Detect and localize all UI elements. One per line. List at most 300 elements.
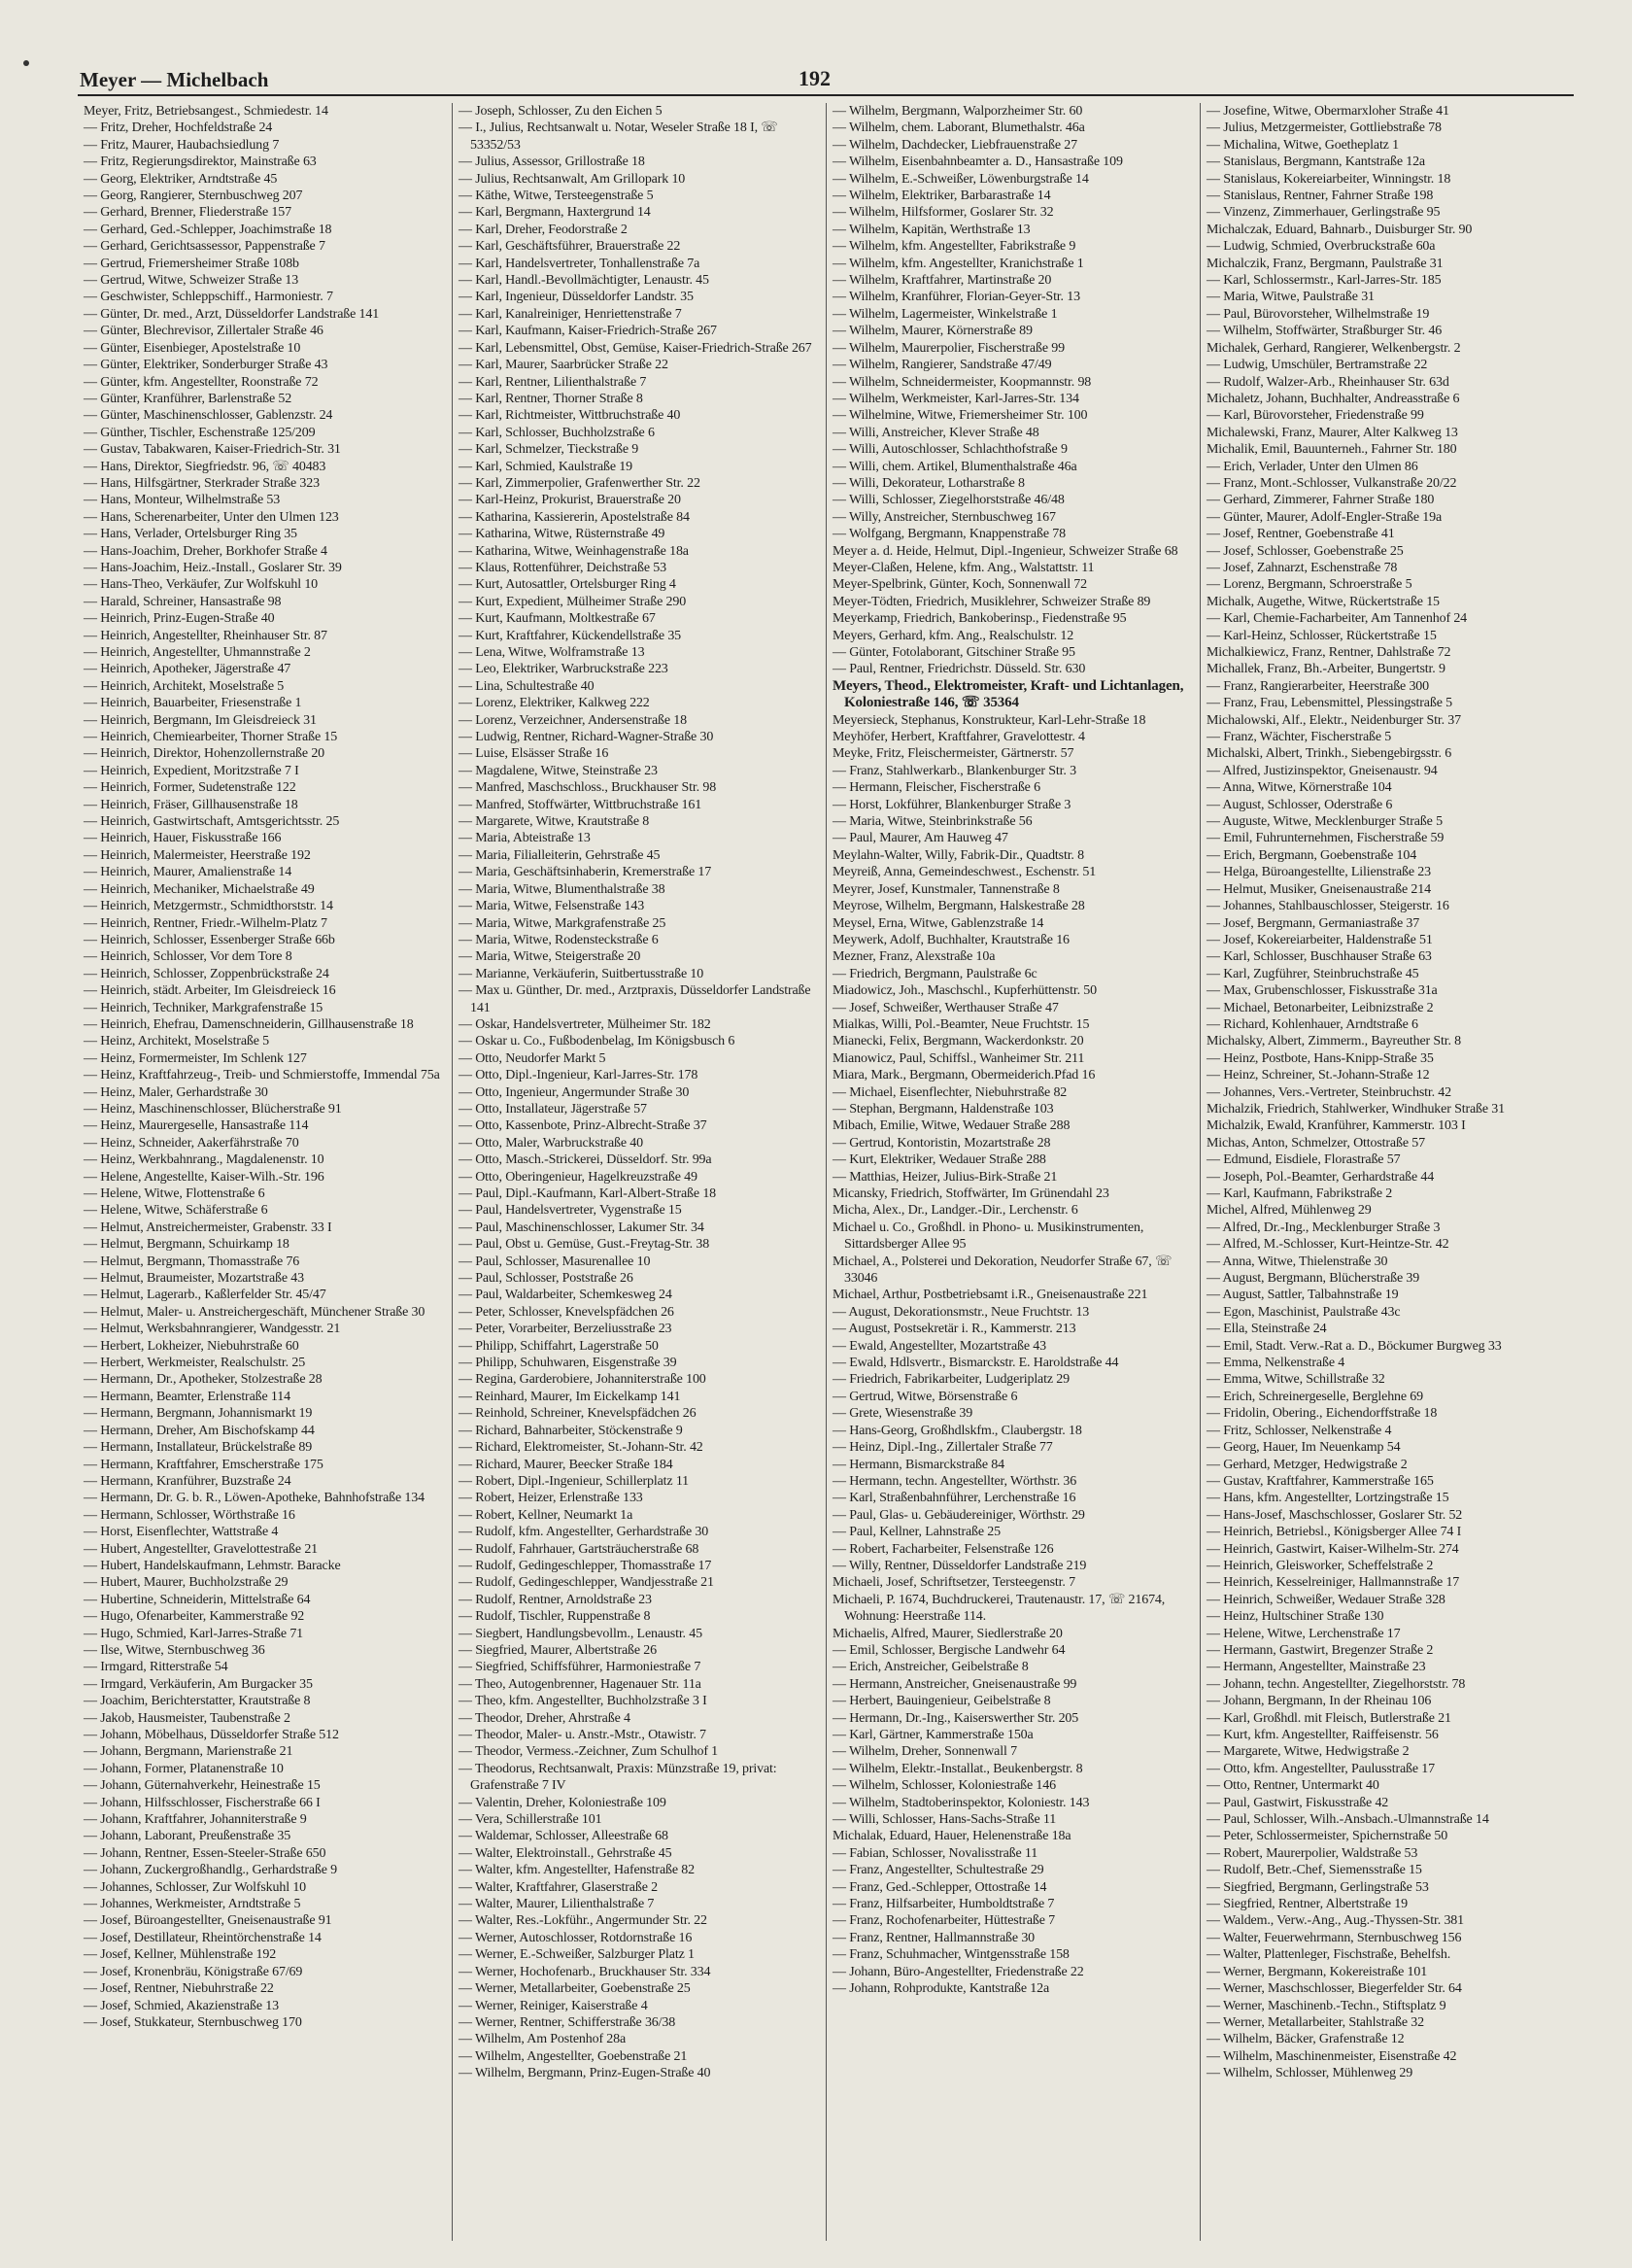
directory-entry: — Matthias, Heizer, Julius-Birk-Straße 21 [833,1169,1058,1185]
directory-entry: — Helmut, Musiker, Gneisenaustraße 214 [1207,881,1431,897]
directory-entry: — August, Bergmann, Blücherstraße 39 [1207,1271,1420,1287]
directory-entry: — Heinz, Maurergeselle, Hansastraße 114 [84,1118,309,1134]
directory-entry: — Regina, Garderobiere, Johanniterstraße 100 [459,1372,706,1388]
directory-entry: — Katharina, Witwe, Weinhagenstraße 18a [459,543,689,559]
directory-entry: — Wilhelm, Werkmeister, Karl-Jarres-Str. 134 [833,391,1079,406]
directory-entry: — August, Dekorationsmstr., Neue Fruchtstr. 13 [833,1304,1090,1320]
directory-entry: — Richard, Elektromeister, St.-Johann-Str. 42 [459,1440,703,1456]
directory-entry: — Günter, Fotolaborant, Gitschiner Straße 95 [833,645,1075,660]
directory-entry: — Johann, techn. Angestellter, Ziegelhorststr. 78 [1207,1676,1466,1692]
directory-entry: — Hans, Monteur, Wilhelmstraße 53 [84,493,281,508]
directory-entry: — Helene, Witwe, Lerchenstraße 17 [1207,1626,1401,1641]
directory-entry: — Fritz, Regierungsdirektor, Mainstraße 63 [84,155,317,170]
directory-entry: — Willy, Anstreicher, Sternbuschweg 167 [833,509,1056,525]
directory-entry: — Hermann, Bergmann, Johannismarkt 19 [84,1406,313,1422]
directory-entry: — Karl, Kanalreiniger, Henriettenstraße 7 [459,306,682,322]
directory-entry: — Herbert, Werkmeister, Realschulstr. 25 [84,1356,306,1371]
directory-entry: — Robert, Maurerpolier, Waldstraße 53 [1207,1845,1418,1861]
directory-entry: — Kurt, Kaufmann, Moltkestraße 67 [459,611,656,627]
directory-entry: — Heinrich, Apotheker, Jägerstraße 47 [84,662,291,677]
directory-entry: — Heinrich, Rentner, Friedr.-Wilhelm-Platz 7 [84,915,327,931]
directory-entry: — Wilhelm, Am Postenhof 28a [459,2032,627,2047]
directory-entry: — Heinrich, Gastwirt, Kaiser-Wilhelm-Str. 274 [1207,1541,1459,1557]
directory-entry: — Heinrich, Kesselreiniger, Hallmannstraße 17 [1207,1575,1460,1591]
directory-entry: — Gerhard, Zimmerer, Fahrner Straße 180 [1207,493,1435,508]
directory-entry: — Werner, Metallarbeiter, Goebenstraße 25 [459,1981,691,1997]
directory-entry: — Hubertine, Schneiderin, Mittelstraße 64 [84,1592,311,1607]
directory-entry: — Rudolf, Betr.-Chef, Siemensstraße 15 [1207,1863,1422,1878]
directory-entry: — Robert, Facharbeiter, Felsenstraße 126 [833,1541,1054,1557]
directory-entry: — Hans, kfm. Angestellter, Lortzingstraße 15 [1207,1491,1449,1506]
directory-entry: Michalzik, Ewald, Kranführer, Kammerstr. 103 I [1207,1118,1466,1134]
directory-entry: — Kurt, Expedient, Mülheimer Straße 290 [459,594,687,609]
directory-entry: — Heinrich, Direktor, Hohenzollernstraße 20 [84,746,325,762]
directory-entry: Miara, Mark., Bergmann, Obermeiderich.Pfad 16 [833,1068,1096,1083]
directory-entry: — Ewald, Angestellter, Mozartstraße 43 [833,1338,1047,1354]
directory-entry: — Helmut, Lagerarb., Kaßlerfelder Str. 45/47 [84,1288,326,1303]
directory-entry: — Richard, Kohlenhauer, Arndtstraße 6 [1207,1016,1418,1032]
directory-entry: — Heinz, Werkbahnrang., Magdalenenstr. 10 [84,1152,324,1168]
directory-entry: — Paul, Schlosser, Wilh.-Ansbach.-Ulmannstraße 14 [1207,1812,1489,1828]
directory-entry: — Stanislaus, Bergmann, Kantstraße 12a [1207,155,1425,170]
directory-entry: — Heinz, Architekt, Moselstraße 5 [84,1034,270,1049]
directory-entry: — Heinrich, Schlosser, Essenberger Straße 66b [84,932,335,947]
directory-entry: — Ludwig, Schmied, Overbruckstraße 60a [1207,239,1436,255]
directory-entry: — Gerhard, Brenner, Fliederstraße 157 [84,205,291,221]
directory-entry: — Willi, chem. Artikel, Blumenthalstraße 46a [833,459,1077,474]
directory-entry: — Theodor, Dreher, Ahrstraße 4 [459,1710,630,1726]
directory-entry: — Hans, Scherenarbeiter, Unter den Ulmen 123 [84,509,339,525]
directory-columns [78,103,1574,2241]
directory-entry: Meylahn-Walter, Willy, Fabrik-Dir., Quadtstr. 8 [833,847,1084,863]
directory-entry: — Otto, Ingenieur, Angermunder Straße 30 [459,1084,690,1100]
directory-entry: — Wilhelm, Dachdecker, Liebfrauenstraße 27 [833,137,1077,153]
directory-entry: — Hans-Joachim, Heiz.-Install., Goslarer Str. 39 [84,560,342,575]
directory-entry: — Johann, Hilfsschlosser, Fischerstraße 66 I [84,1795,321,1810]
directory-entry: — Hermann, Anstreicher, Gneisenaustraße 99 [833,1676,1077,1692]
directory-entry: — August, Schlosser, Oderstraße 6 [1207,797,1393,812]
directory-entry: — Robert, Kellner, Neumarkt 1a [459,1507,633,1523]
directory-entry: — Josef, Zahnarzt, Eschenstraße 78 [1207,560,1398,575]
directory-entry: Mialkas, Willi, Pol.-Beamter, Neue Fruchtstr. 15 [833,1016,1090,1032]
directory-entry: — Karl, Chemie-Facharbeiter, Am Tannenhof 24 [1207,611,1468,627]
directory-entry: — Wilhelm, Maschinenmeister, Eisenstraße 42 [1207,2048,1457,2064]
directory-entry: — Julius, Rechtsanwalt, Am Grillopark 10 [459,171,686,187]
directory-entry: — Hermann, Dreher, Am Bischofskamp 44 [84,1423,315,1438]
directory-entry: — Paul, Schlosser, Masurenallee 10 [459,1254,651,1269]
directory-entry: — Siegfried, Schiffsführer, Harmoniestraße 7 [459,1660,701,1675]
directory-entry: — Karl, Großhdl. mit Fleisch, Butlerstraße 21 [1207,1710,1451,1726]
directory-entry: — Fritz, Maurer, Haubachsiedlung 7 [84,137,280,153]
directory-entry: — Paul, Dipl.-Kaufmann, Karl-Albert-Straße 18 [459,1186,717,1201]
directory-entry: — Horst, Lokführer, Blankenburger Straße 3 [833,797,1071,812]
directory-entry: — Herbert, Bauingenieur, Geibelstraße 8 [833,1694,1051,1709]
column-3 [826,103,1200,2241]
directory-entry: — Johann, Kraftfahrer, Johanniterstraße 9 [84,1812,307,1828]
directory-entry: — Otto, Rentner, Untermarkt 40 [1207,1778,1379,1794]
directory-entry: — Heinz, Schreiner, St.-Johann-Straße 12 [1207,1068,1430,1083]
directory-entry: — Heinz, Schneider, Aakerfährstraße 70 [84,1135,299,1151]
directory-entry: — Werner, Rentner, Schifferstraße 36/38 [459,2014,676,2030]
directory-entry: — Günter, Dr. med., Arzt, Düsseldorfer Landstraße 141 [84,306,380,322]
directory-entry: — Heinrich, Schlosser, Zoppenbrückstraße 24 [84,966,329,981]
directory-entry: — Karl, Kaufmann, Fabrikstraße 2 [1207,1186,1393,1201]
directory-entry: — Wilhelm, kfm. Angestellter, Fabrikstraße 9 [833,239,1076,255]
directory-entry: — Wilhelm, Maurer, Körnerstraße 89 [833,324,1033,339]
directory-entry: — Friedrich, Fabrikarbeiter, Ludgeriplatz 29 [833,1372,1070,1388]
directory-entry: Michalczak, Eduard, Bahnarb., Duisburger Str. 90 [1207,222,1473,237]
directory-entry: — Karl-Heinz, Schlosser, Rückertstraße 15 [1207,628,1437,643]
directory-entry: — Wilhelm, Rangierer, Sandstraße 47/49 [833,358,1052,373]
directory-entry: — Heinrich, Schlosser, Vor dem Tore 8 [84,949,292,965]
directory-entry: — Erich, Anstreicher, Geibelstraße 8 [833,1660,1029,1675]
directory-entry: — Paul, Maschinenschlosser, Lakumer Str. 34 [459,1220,704,1235]
directory-entry: Michael, Arthur, Postbetriebsamt i.R., Gneisenaustraße 221 [833,1288,1148,1303]
directory-entry: Michalewski, Franz, Maurer, Alter Kalkweg 13 [1207,425,1458,440]
directory-entry: — Paul, Rentner, Friedrichstr. Düsseld. Str. 630 [833,662,1086,677]
directory-entry: — Josef, Stukkateur, Sternbuschweg 170 [84,2014,302,2030]
directory-entry: — Werner, Maschinenb.-Techn., Stiftsplatz 9 [1207,1998,1446,2013]
directory-entry: — Stanislaus, Kokereiarbeiter, Winningstr. 18 [1207,171,1451,187]
directory-entry: — Wilhelm, kfm. Angestellter, Kranichstraße 1 [833,256,1084,271]
column-4 [1200,103,1574,2241]
directory-entry: Michaeli, P. 1674, Buchdruckerei, Trautenaustr. 17, ☏ 21674, Wohnung: Heerstraße 114. [833,1592,1166,1625]
directory-entry: — Wilhelm, Maurerpolier, Fischerstraße 99 [833,340,1065,356]
directory-entry: — Hans, Hilfsgärtner, Sterkrader Straße 323 [84,475,320,491]
directory-entry: — Maria, Geschäftsinhaberin, Kremerstraße 17 [459,865,712,880]
directory-entry: — Josef, Kokereiarbeiter, Haldenstraße 51 [1207,932,1433,947]
directory-entry: — Friedrich, Bergmann, Paulstraße 6c [833,966,1037,981]
directory-entry: — Walter, Kraftfahrer, Glaserstraße 2 [459,1879,658,1895]
directory-entry: — Hubert, Maurer, Buchholzstraße 29 [84,1575,289,1591]
directory-entry: — Karl, Lebensmittel, Obst, Gemüse, Kaiser-Friedrich-Straße 267 [459,340,812,356]
directory-entry: — Josef, Schlosser, Goebenstraße 25 [1207,543,1404,559]
directory-entry: — Günter, kfm. Angestellter, Roonstraße 72 [84,374,319,390]
directory-entry: — Siegfried, Bergmann, Gerlingstraße 53 [1207,1879,1429,1895]
directory-entry: Michalsky, Albert, Zimmerm., Bayreuther Str. 8 [1207,1034,1462,1049]
directory-entry: — Werner, Maschschlosser, Biegerfelder Str. 64 [1207,1981,1462,1997]
directory-entry: — Kurt, Kraftfahrer, Kückendellstraße 35 [459,628,682,643]
directory-entry: — Theodor, Maler- u. Anstr.-Mstr., Otawistr. 7 [459,1728,706,1742]
directory-entry: — Waldem., Verw.-Ang., Aug.-Thyssen-Str. 381 [1207,1913,1464,1929]
directory-entry: — Hermann, Beamter, Erlenstraße 114 [84,1389,290,1404]
directory-entry: — Helene, Angestellte, Kaiser-Wilh.-Str. 196 [84,1169,324,1185]
directory-entry: — Josef, Kellner, Mühlenstraße 192 [84,1947,277,1963]
directory-entry: — Georg, Elektriker, Arndtstraße 45 [84,171,278,187]
directory-entry: — Walter, Maurer, Lilienthalstraße 7 [459,1897,655,1912]
directory-entry: — Horst, Eisenflechter, Wattstraße 4 [84,1525,279,1540]
directory-entry: — Peter, Vorarbeiter, Berzeliusstraße 23 [459,1322,672,1337]
directory-entry: — Michael, Eisenflechter, Niebuhrstraße 82 [833,1084,1068,1100]
directory-entry: — Werner, E.-Schweißer, Salzburger Platz 1 [459,1947,695,1963]
directory-entry: Michael, A., Polsterei und Dekoration, Neudorfer Straße 67, ☏ 33046 [833,1254,1173,1287]
directory-entry: — Irmgard, Verkäuferin, Am Burgacker 35 [84,1676,313,1692]
directory-entry: — Johann, Rentner, Essen-Steeler-Straße 650 [84,1845,326,1861]
directory-entry: — Hans, Verlader, Ortelsburger Ring 35 [84,527,297,542]
directory-entry: — Hermann, Fleischer, Fischerstraße 6 [833,780,1040,796]
directory-entry: — Lorenz, Bergmann, Schroerstraße 5 [1207,577,1412,593]
directory-entry: — Heinz, Postbote, Hans-Knipp-Straße 35 [1207,1050,1434,1066]
directory-entry: — Rudolf, Gedingeschlepper, Thomasstraße 17 [459,1558,712,1573]
directory-entry: — Helmut, Braumeister, Mozartstraße 43 [84,1271,305,1287]
directory-entry: — Franz, Frau, Lebensmittel, Plessingstraße 5 [1207,696,1452,711]
directory-entry: — Hermann, techn. Angestellter, Wörthstr. 36 [833,1473,1077,1489]
directory-entry: — Franz, Mont.-Schlosser, Vulkanstraße 20/22 [1207,475,1457,491]
directory-entry: — Otto, Installateur, Jägerstraße 57 [459,1101,647,1117]
directory-entry: — Heinrich, Techniker, Markgrafenstraße 15 [84,1000,323,1015]
directory-entry: — Heinrich, Bauarbeiter, Friesenstraße 1 [84,696,302,711]
directory-entry: — Heinz, Kraftfahrzeug-, Treib- und Schmierstoffe, Immendal 75a [84,1068,440,1083]
directory-entry: Michaelis, Alfred, Maurer, Siedlerstraße 20 [833,1626,1063,1641]
directory-entry: — Karl, Handl.-Bevollmächtigter, Lenaustr. 45 [459,273,709,289]
directory-entry: — Heinrich, Angestellter, Uhmannstraße 2 [84,645,311,660]
directory-entry: — Heinrich, Bergmann, Im Gleisdreieck 31 [84,712,317,728]
directory-entry: — Karl, Bürovorsteher, Friedenstraße 99 [1207,408,1424,424]
directory-entry: — Theo, kfm. Angestellter, Buchholzstraße 3 I [459,1694,707,1709]
directory-entry: Meyersieck, Stephanus, Konstrukteur, Karl-Lehr-Straße 18 [833,712,1146,728]
directory-entry: — Auguste, Witwe, Mecklenburger Straße 5 [1207,814,1443,830]
directory-entry: — Gustav, Tabakwaren, Kaiser-Friedrich-Str. 31 [84,442,341,458]
directory-entry: — Karl, Straßenbahnführer, Lerchenstraße 16 [833,1491,1076,1506]
directory-entry: Michael u. Co., Großhdl. in Phono- u. Musikinstrumenten, Sittardsberger Allee 95 [833,1220,1144,1253]
directory-entry: — Walter, Plattenleger, Fischstraße, Behelfsh. [1207,1947,1451,1963]
directory-entry: — Rudolf, Rentner, Arnoldstraße 23 [459,1592,652,1607]
directory-entry: — Franz, Hilfsarbeiter, Humboldtstraße 7 [833,1897,1055,1912]
directory-entry: — Richard, Maurer, Beecker Straße 184 [459,1457,673,1472]
directory-entry: — Karl, Schmelzer, Tieckstraße 9 [459,442,639,458]
directory-entry: — Johann, Möbelhaus, Düsseldorfer Straße 512 [84,1728,339,1742]
directory-entry: — Oskar, Handelsvertreter, Mülheimer Str. 182 [459,1016,711,1032]
directory-entry: — Johann, Bergmann, In der Rheinau 106 [1207,1694,1432,1709]
directory-entry: — Helene, Witwe, Flottenstraße 6 [84,1186,265,1201]
directory-entry: — Wilhelm, Bäcker, Grafenstraße 12 [1207,2032,1405,2047]
directory-entry: — Willi, Schlosser, Ziegelhorststraße 46/48 [833,493,1065,508]
directory-entry: — Johann, Former, Platanenstraße 10 [84,1761,284,1776]
directory-entry: — Wilhelm, Bergmann, Prinz-Eugen-Straße 40 [459,2066,711,2081]
directory-entry: — Max u. Günther, Dr. med., Arztpraxis, Düsseldorfer Landstraße 141 [459,983,811,1015]
directory-entry: — Günter, Eisenbieger, Apostelstraße 10 [84,340,301,356]
directory-entry: — Hermann, Dr.-Ing., Kaiserswerther Str. 205 [833,1710,1079,1726]
directory-entry: — Günter, Kranführer, Barlenstraße 52 [84,391,292,406]
directory-entry: — Gertrud, Kontoristin, Mozartstraße 28 [833,1135,1051,1151]
directory-entry: — Wilhelm, Angestellter, Goebenstraße 21 [459,2048,688,2064]
directory-entry: — Heinrich, Architekt, Moselstraße 5 [84,678,285,694]
directory-entry: — Rudolf, kfm. Angestellter, Gerhardstraße 30 [459,1525,709,1540]
directory-entry: — Heinrich, Chemiearbeiter, Thorner Straße 15 [84,730,338,745]
directory-entry: Meyhöfer, Herbert, Kraftfahrer, Gravelottestr. 4 [833,730,1085,745]
directory-entry: — Karl, Schlosser, Buschhauser Straße 63 [1207,949,1432,965]
directory-entry: — Gerhard, Ged.-Schlepper, Joachimstraße 18 [84,222,332,237]
directory-entry: — Alfred, M.-Schlosser, Kurt-Heintze-Str. 42 [1207,1237,1449,1253]
directory-entry: — Josef, Schweißer, Werthauser Straße 47 [833,1000,1059,1015]
directory-entry: — Karl, Maurer, Saarbrücker Straße 22 [459,358,668,373]
directory-entry: — Wilhelm, E.-Schweißer, Löwenburgstraße 14 [833,171,1089,187]
directory-entry: — Theodorus, Rechtsanwalt, Praxis: Münzstraße 19, privat: Grafenstraße 7 IV [459,1761,777,1794]
directory-entry: — Wilhelm, Bergmann, Walporzheimer Str. 60 [833,104,1083,119]
directory-entry: — Heinrich, Expedient, Moritzstraße 7 I [84,763,299,778]
directory-entry: Michallek, Franz, Bh.-Arbeiter, Bungertstr. 9 [1207,662,1445,677]
directory-entry: — Herbert, Lokheizer, Niebuhrstraße 60 [84,1338,299,1354]
directory-entry: — Wilhelmine, Witwe, Friemersheimer Str. 100 [833,408,1088,424]
directory-entry: Meyrose, Wilhelm, Bergmann, Halskestraße 28 [833,899,1085,914]
directory-entry: — Karl, Rentner, Lilienthalstraße 7 [459,374,647,390]
directory-entry: — Heinrich, Schweißer, Wedauer Straße 328 [1207,1592,1445,1607]
directory-entry: — Karl, Geschäftsführer, Brauerstraße 22 [459,239,681,255]
directory-entry: — Ewald, Hdlsvertr., Bismarckstr. E. Haroldstraße 44 [833,1356,1119,1371]
directory-entry: — Erich, Verlader, Unter den Ulmen 86 [1207,459,1418,474]
directory-entry: — Rudolf, Tischler, Ruppenstraße 8 [459,1609,651,1625]
directory-entry: Meyreiß, Anna, Gemeindeschwest., Eschenstr. 51 [833,865,1097,880]
directory-entry: Mezner, Franz, Alexstraße 10a [833,949,996,965]
directory-entry: — Karl, Bergmann, Haxtergrund 14 [459,205,651,221]
directory-entry: — Peter, Schlossermeister, Spichernstraße 50 [1207,1829,1448,1844]
directory-entry: — Josef, Rentner, Goebenstraße 41 [1207,527,1395,542]
directory-entry: — Paul, Waldarbeiter, Schemkesweg 24 [459,1288,672,1303]
directory-entry: — Paul, Schlosser, Poststraße 26 [459,1271,633,1287]
directory-entry: — Otto, kfm. Angestellter, Paulusstraße 17 [1207,1761,1435,1776]
directory-entry: — Erich, Bergmann, Goebenstraße 104 [1207,847,1417,863]
directory-entry: — Paul, Maurer, Am Hauweg 47 [833,831,1008,846]
directory-entry: — Harald, Schreiner, Hansastraße 98 [84,594,282,609]
directory-entry: — Michalina, Witwe, Goetheplatz 1 [1207,137,1399,153]
directory-entry: — Ludwig, Umschüler, Bertramstraße 22 [1207,358,1428,373]
directory-entry: — Heinrich, Maurer, Amalienstraße 14 [84,865,292,880]
directory-entry: Mibach, Emilie, Witwe, Wedauer Straße 288 [833,1118,1071,1134]
directory-entry: — Hugo, Ofenarbeiter, Kammerstraße 92 [84,1609,305,1625]
directory-entry: — Günter, Elektriker, Sonderburger Straße 43 [84,358,328,373]
directory-entry: — Josef, Kronenbräu, Königstraße 67/69 [84,1964,303,1979]
directory-entry: — Karl, Zimmerpolier, Grafenwerther Str. 22 [459,475,700,491]
directory-entry: — Johannes, Werkmeister, Arndtstraße 5 [84,1897,301,1912]
directory-entry: — Luise, Elsässer Straße 16 [459,746,609,762]
directory-entry: Meysel, Erna, Witwe, Gablenzstraße 14 [833,915,1044,931]
directory-entry: Michel, Alfred, Mühlenweg 29 [1207,1203,1372,1219]
directory-entry: — Heinrich, Fräser, Gillhausenstraße 18 [84,797,298,812]
directory-entry: Michalski, Albert, Trinkh., Siebengebirgsstr. 6 [1207,746,1452,762]
directory-entry: — Franz, Wächter, Fischerstraße 5 [1207,730,1392,745]
directory-entry: — Hans-Georg, Großhdlskfm., Claubergstr. 18 [833,1423,1082,1438]
margin-dot [23,60,29,66]
directory-entry: — Karl, Schlosser, Buchholzstraße 6 [459,425,655,440]
directory-entry: — Julius, Metzgermeister, Gottliebstraße 78 [1207,120,1442,136]
directory-entry: — Josef, Schmied, Akazienstraße 13 [84,1998,279,2013]
directory-entry: — Otto, Maler, Warbruckstraße 40 [459,1135,643,1151]
directory-entry: — Josef, Destillateur, Rheintörchenstraße 14 [84,1930,322,1945]
directory-entry: — Wilhelm, Lagermeister, Winkelstraße 1 [833,306,1058,322]
directory-entry: — Heinrich, Malermeister, Heerstraße 192 [84,847,311,863]
directory-entry: — Heinrich, Mechaniker, Michaelstraße 49 [84,881,315,897]
directory-entry: — Werner, Hochofenarb., Bruckhauser Str. 334 [459,1964,711,1979]
directory-entry: — Heinrich, Ehefrau, Damenschneiderin, Gillhausenstraße 18 [84,1016,414,1032]
directory-entry: Meyer-Tödten, Friedrich, Musiklehrer, Schweizer Straße 89 [833,594,1151,609]
directory-entry: — Wolfgang, Bergmann, Knappenstraße 78 [833,527,1066,542]
directory-entry: — Emil, Fuhrunternehmen, Fischerstraße 59 [1207,831,1445,846]
directory-entry: — Wilhelm, Schneidermeister, Koopmannstr. 98 [833,374,1092,390]
directory-entry: — Waldemar, Schlosser, Alleestraße 68 [459,1829,668,1844]
directory-entry: — Lorenz, Verzeichner, Andersenstraße 18 [459,712,687,728]
directory-entry: — Magdalene, Witwe, Steinstraße 23 [459,763,658,778]
directory-entry: — Paul, Gastwirt, Fiskusstraße 42 [1207,1795,1389,1810]
directory-entry: — Grete, Wiesenstraße 39 [833,1406,973,1422]
directory-entry: — Manfred, Stoffwärter, Wittbruchstraße 161 [459,797,702,812]
directory-entry: — Gerhard, Gerichtsassessor, Pappenstraße 7 [84,239,325,255]
directory-entry: Meyer-Claßen, Helene, kfm. Ang., Walstattstr. 11 [833,560,1095,575]
directory-entry: — Franz, Ged.-Schlepper, Ottostraße 14 [833,1879,1047,1895]
directory-entry: — Maria, Abteistraße 13 [459,831,591,846]
directory-entry: — Joseph, Schlosser, Zu den Eichen 5 [459,104,663,119]
directory-entry: — Hans-Theo, Verkäufer, Zur Wolfskuhl 10 [84,577,319,593]
directory-entry: Meyerkamp, Friedrich, Bankoberinsp., Fiedenstraße 95 [833,611,1127,627]
directory-entry: — Karl, Dreher, Feodorstraße 2 [459,222,628,237]
directory-entry: — Wilhelm, Eisenbahnbeamter a. D., Hansastraße 109 [833,155,1123,170]
directory-entry: Michalowski, Alf., Elektr., Neidenburger Str. 37 [1207,712,1462,728]
directory-entry: — Josef, Rentner, Niebuhrstraße 22 [84,1981,274,1997]
directory-entry: — Ilse, Witwe, Sternbuschweg 36 [84,1642,265,1658]
directory-entry: — Philipp, Schuhwaren, Eisgenstraße 39 [459,1356,677,1371]
directory-entry: — Vinzenz, Zimmerhauer, Gerlingstraße 95 [1207,205,1441,221]
directory-entry: — Hans-Joachim, Dreher, Borkhofer Straße 4 [84,543,327,559]
directory-entry: — Erich, Schreinergeselle, Berglehne 69 [1207,1389,1424,1404]
directory-entry: — Günter, Maurer, Adolf-Engler-Straße 19a [1207,509,1443,525]
directory-entry: — Gerhard, Metzger, Hedwigstraße 2 [1207,1457,1408,1472]
directory-entry: Meyers, Gerhard, kfm. Ang., Realschulstr. 12 [833,628,1074,643]
directory-entry: — Gertrud, Witwe, Schweizer Straße 13 [84,273,299,289]
directory-entry: — Helmut, Anstreichermeister, Grabenstr. 33 I [84,1220,332,1235]
directory-entry: — Fritz, Dreher, Hochfeldstraße 24 [84,120,273,136]
directory-entry: — Heinrich, Former, Sudetenstraße 122 [84,780,296,796]
directory-entry: — I., Julius, Rechtsanwalt u. Notar, Weseler Straße 18 I, ☏ 53352/53 [459,120,778,153]
directory-entry: — Rudolf, Gedingeschlepper, Wandjesstraße 21 [459,1575,714,1591]
directory-entry: — Maria, Witwe, Steinbrinkstraße 56 [833,814,1033,830]
running-head: Meyer — Michelbach [80,68,269,91]
directory-entry: — Lena, Witwe, Wolframstraße 13 [459,645,645,660]
directory-entry: — Heinz, Hultschiner Straße 130 [1207,1609,1384,1625]
directory-entry: — Josef, Bergmann, Germaniastraße 37 [1207,915,1420,931]
directory-entry: — Emil, Schlosser, Bergische Landwehr 64 [833,1642,1066,1658]
directory-entry: — Joachim, Berichterstatter, Krautstraße 8 [84,1694,311,1709]
directory-entry: — Otto, Dipl.-Ingenieur, Karl-Jarres-Str. 178 [459,1068,698,1083]
directory-entry: — Gertrud, Friemersheimer Straße 108b [84,256,299,271]
directory-entry: — Alfred, Justizinspektor, Gneisenaustr. 94 [1207,763,1438,778]
directory-entry: — Siegfried, Rentner, Albertstraße 19 [1207,1897,1408,1912]
directory-entry: — Irmgard, Ritterstraße 54 [84,1660,228,1675]
directory-entry: — Ella, Steinstraße 24 [1207,1322,1327,1337]
directory-entry: Michalzik, Friedrich, Stahlwerker, Windhuker Straße 31 [1207,1101,1505,1117]
column-1 [78,103,452,2241]
column-2 [452,103,826,2241]
directory-entry: — Karl, Gärtner, Kammerstraße 150a [833,1728,1034,1742]
directory-entry: — Kurt, kfm. Angestellter, Raiffeisenstr. 56 [1207,1728,1439,1742]
directory-entry: — Paul, Kellner, Lahnstraße 25 [833,1525,1002,1540]
directory-entry: — Siegbert, Handlungsbevollm., Lenaustr. 45 [459,1626,702,1641]
directory-entry: — Siegfried, Maurer, Albertstraße 26 [459,1642,657,1658]
directory-entry: Meyer, Fritz, Betriebsangest., Schmiedestr. 14 [84,104,328,119]
directory-entry: — Manfred, Maschschloss., Bruckhauser Str. 98 [459,780,717,796]
directory-entry: — Hubert, Handelskaufmann, Lehmstr. Baracke [84,1558,341,1573]
directory-entry: — Reinhard, Maurer, Im Eickelkamp 141 [459,1389,681,1404]
directory-entry: — Hermann, Kranführer, Buzstraße 24 [84,1473,291,1489]
directory-entry: — Käthe, Witwe, Tersteegenstraße 5 [459,189,654,204]
directory-entry: — Georg, Hauer, Im Neuenkamp 54 [1207,1440,1401,1456]
directory-entry: — Johannes, Schlosser, Zur Wolfskuhl 10 [84,1879,307,1895]
directory-entry: — Johann, Laborant, Preußenstraße 35 [84,1829,291,1844]
directory-entry: — Heinrich, Prinz-Eugen-Straße 40 [84,611,275,627]
directory-entry: — Karl, Richtmeister, Wittbruchstraße 40 [459,408,681,424]
directory-entry: — Theo, Autogenbrenner, Hagenauer Str. 11a [459,1676,701,1692]
directory-entry: — Wilhelm, Dreher, Sonnenwall 7 [833,1744,1017,1760]
directory-entry: — Johann, Rohprodukte, Kantstraße 12a [833,1981,1050,1997]
directory-entry: — Hermann, Dr., Apotheker, Stolzestraße 28 [84,1372,323,1388]
